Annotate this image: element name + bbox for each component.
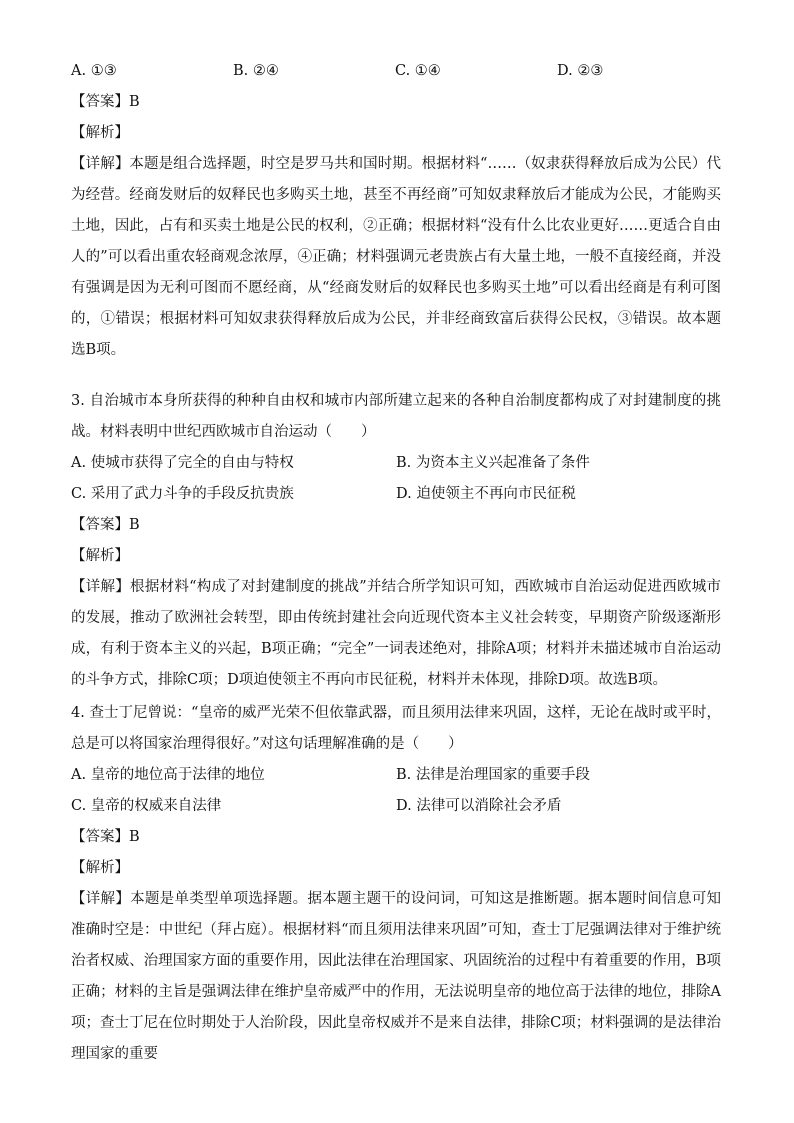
q4-answer: 【答案】B: [71, 829, 140, 845]
q2-answer: 【答案】B: [71, 94, 140, 110]
q3-option-d: D. 迫使领主不再向市民征税: [396, 486, 576, 502]
q3-analysis-label: 【解析】: [71, 548, 129, 564]
document-page: [71, 56, 721, 1070]
q4-options-row-1: [71, 760, 721, 791]
q4-options-row-2: [71, 791, 721, 822]
q3-option-b: B. 为资本主义兴起准备了条件: [396, 455, 590, 471]
q4-stem: 4. 查士丁尼曾说：“皇帝的威严光荣不但依靠武器，而且须用法律来巩固，这样，无论在战时或平时，总是可以将国家治理得很好。”对这句话理解准确的是（ ）: [71, 705, 721, 752]
q2-detail: 【详解】本题是组合选择题，时空是罗马共和国时期。根据材料“……（奴隶获得释放后成为公民）代为经营。经商发财后的奴释民也多购买土地，甚至不再经商”可知奴隶释放后才能成为公民，才能购买土地，因此，占有和买卖土地是公民的权利，②正确；根据材料“没有什么比农业更好……更适合自由人的”可以看出重农轻商观念浓厚，④正确；材料强调元老贵族占有大量土地，一般不直接经商，并没有强调是因为无利可图而不愿经商，从“经商发财后的奴释民也多购买土地”可以看出经商是有利可图的，①错误；根据材料可知奴隶获得释放后成为公民，并非经商致富后获得公民权，③错误。故本题选B项。: [71, 156, 721, 358]
q4-option-d: D. 法律可以消除社会矛盾: [396, 798, 562, 814]
q4-detail: 【详解】本题是单类型单项选择题。据本题主题干的设问词，可知这是推断题。据本题时间信息可知准确时空是：中世纪（拜占庭）。根据材料“而且须用法律来巩固”可知，查士丁尼强调法律对于维护统治者权威、治理国家方面的重要作用，因此法律在治理国家、巩固统治的过程中有着重要的作用，B项正确；材料的主旨是强调法律在维护皇帝威严中的作用，无法说明皇帝的地位高于法律的地位，排除A项；查士丁尼在位时期处于人治阶段，因此皇帝权威并不是来自法律，排除C项；材料强调的是法律治理国家的重要: [71, 891, 721, 1062]
q2-option-a: A. ①③: [71, 63, 117, 79]
q4-option-a: A. 皇帝的地位高于法律的地位: [71, 767, 265, 783]
q3-detail: 【详解】根据材料“构成了对封建制度的挑战”并结合所学知识可知，西欧城市自治运动促进西欧城市的发展，推动了欧洲社会转型，即由传统封建社会向近现代资本主义社会转变，早期资产阶级逐渐形成，有利于资本主义的兴起，B项正确；“完全”一词表述绝对，排除A项；材料并未描述城市自治运动的斗争方式，排除C项；D项迫使领主不再向市民征税，材料并未体现，排除D项。故选B项。: [71, 579, 721, 688]
q3-stem: 3. 自治城市本身所获得的种种自由权和城市内部所建立起来的各种自治制度都构成了对封建制度的挑战。材料表明中世纪西欧城市自治运动（ ）: [71, 393, 721, 440]
q2-option-c: C. ①④: [395, 63, 441, 79]
q2-options: [71, 56, 721, 87]
q3-options-row-2: [71, 479, 721, 510]
q3-option-c: C. 采用了武力斗争的手段反抗贵族: [71, 486, 294, 502]
q4-option-b: B. 法律是治理国家的重要手段: [396, 767, 590, 783]
q4-option-c: C. 皇帝的权威来自法律: [71, 798, 222, 814]
q3-option-a: A. 使城市获得了完全的自由与特权: [71, 455, 294, 471]
q2-option-d: D. ②③: [557, 63, 604, 79]
q3-answer: 【答案】B: [71, 517, 140, 533]
q4-analysis-label: 【解析】: [71, 860, 129, 876]
q2-analysis-label: 【解析】: [71, 125, 129, 141]
q2-option-b: B. ②④: [233, 63, 279, 79]
q3-options-row-1: [71, 448, 721, 479]
